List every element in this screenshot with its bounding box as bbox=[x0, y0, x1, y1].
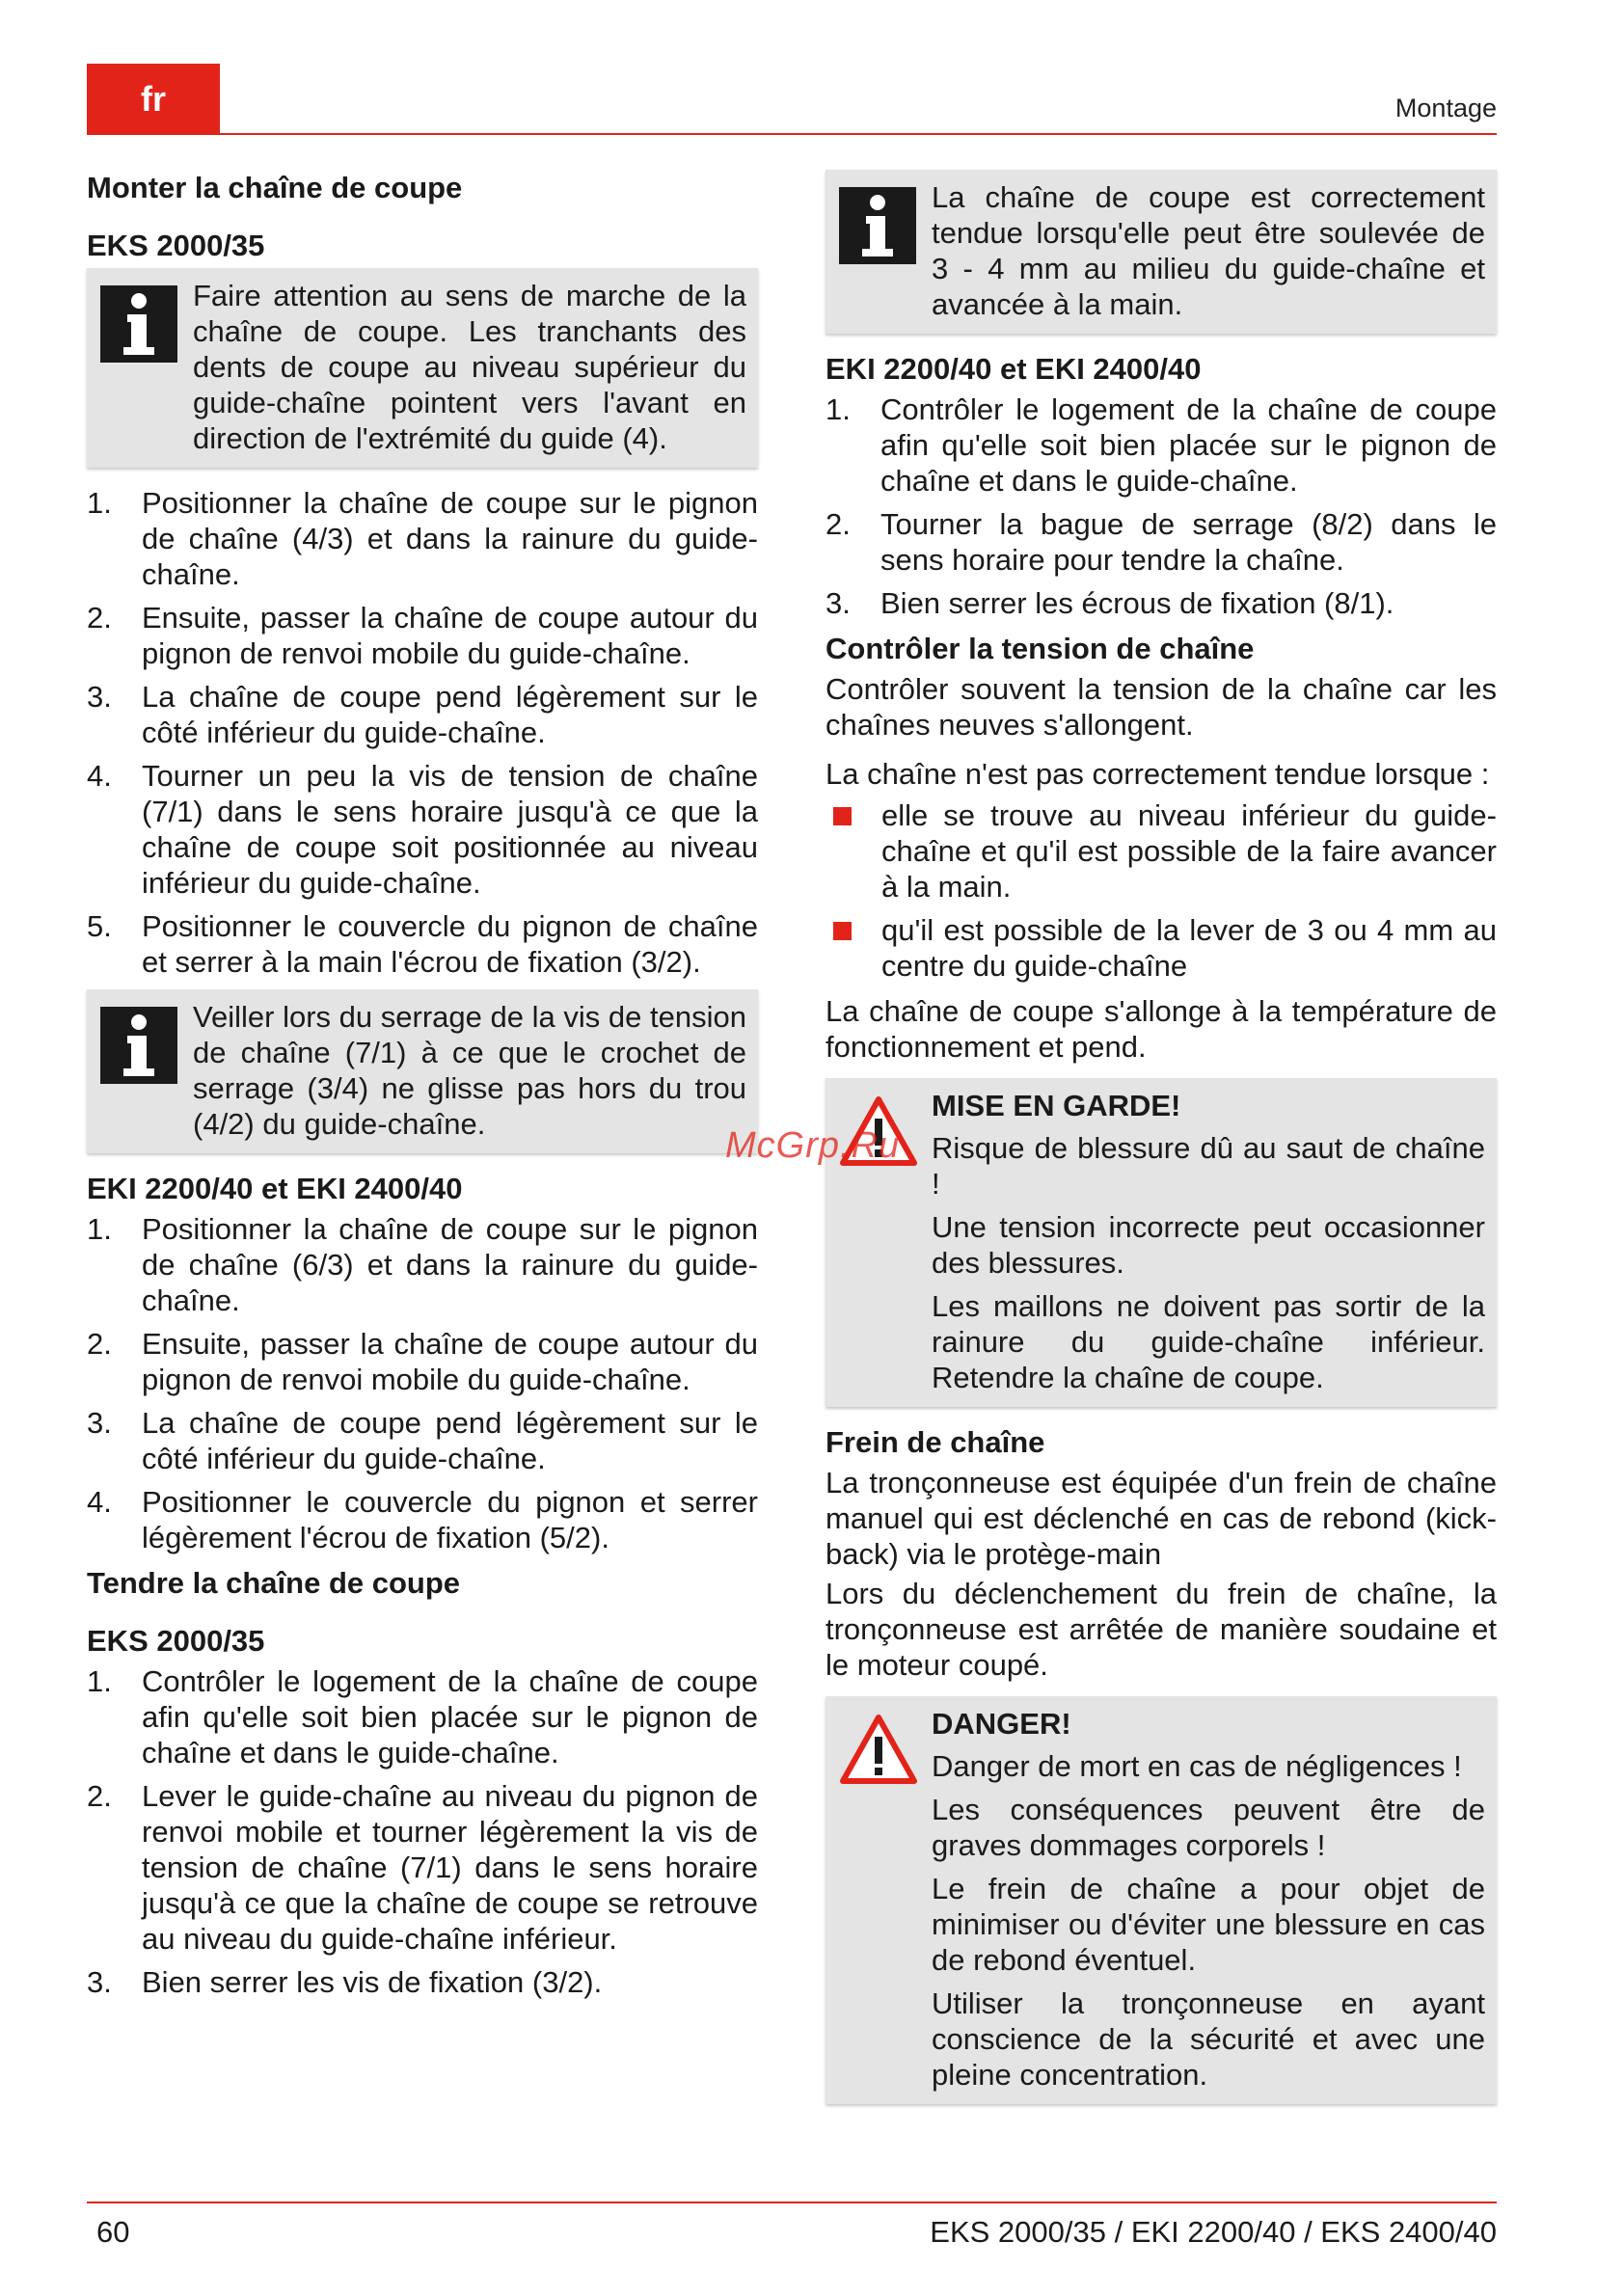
list-item: 3. La chaîne de coupe pend légèrement sur le côté inférieur du guide-chaîne. bbox=[87, 680, 758, 749]
list-item: 4. Tourner un peu la vis de tension de chaîne (7/1) dans le sens horaire jusqu'à ce que la chaîne de coupe soit positionnée au niveau inférieur du guide-chaîne. bbox=[87, 759, 758, 900]
danger-text: Utiliser la tronçonneuse en ayant conscience de la sécurité et avec une pleine concentration. bbox=[932, 1986, 1485, 2092]
danger-text: Le frein de chaîne a pour objet de minimiser ou d'éviter une blessure en cas de rebond éventuel. bbox=[932, 1872, 1485, 1977]
danger-text: Les conséquences peuvent être de graves dommages corporels ! bbox=[932, 1793, 1485, 1862]
heading-mount-chain: Monter la chaîne de coupe bbox=[87, 171, 463, 204]
info-icon bbox=[100, 278, 179, 458]
warning-box bbox=[826, 1078, 1497, 1407]
info-text: Veiller lors du serrage de la vis de tension de chaîne (7/1) à ce que le crochet de serrage (3/4) ne glisse pas hors du trou (4/2) du guide-chaîne. bbox=[193, 1000, 746, 1141]
heading-eks-2000-35: EKS 2000/35 bbox=[87, 1624, 265, 1658]
warning-title: MISE EN GARDE! bbox=[932, 1089, 1181, 1122]
info-box bbox=[87, 268, 758, 468]
footer-rule bbox=[87, 2201, 1497, 2203]
info-icon bbox=[100, 999, 179, 1144]
steps-list bbox=[87, 1211, 758, 1555]
warning-text: Les maillons ne doivent pas sortir de la rainure du guide-chaîne inférieur. Retendre la chaîne de coupe. bbox=[932, 1289, 1485, 1394]
info-icon bbox=[839, 179, 918, 324]
steps-list bbox=[826, 392, 1497, 621]
steps-list bbox=[87, 1663, 758, 2000]
list-item: 5. Positionner le couvercle du pignon de chaîne et serrer à la main l'écrou de fixation (3/2). bbox=[87, 909, 758, 979]
list-item: 1. Contrôler le logement de la chaîne de coupe afin qu'elle soit bien placée sur le pignon de chaîne et dans le guide-chaîne. bbox=[826, 392, 1497, 498]
info-box bbox=[826, 170, 1497, 334]
info-text: Faire attention au sens de marche de la chaîne de coupe. Les tranchants des dents de coupe au niveau supérieur du guide-chaîne pointent vers l'avant en direction de l'extrémité du guide (4). bbox=[193, 279, 746, 455]
heading-eks-2000-35: EKS 2000/35 bbox=[87, 229, 265, 262]
header-rule bbox=[87, 133, 1497, 135]
list-item: 1. Contrôler le logement de la chaîne de coupe afin qu'elle soit bien placée sur le pignon de chaîne et dans le guide-chaîne. bbox=[87, 1664, 758, 1769]
info-text: La chaîne de coupe est correctement tendue lorsqu'elle peut être soulevée de 3 - 4 mm au milieu du guide-chaîne et avancée à la main. bbox=[932, 180, 1485, 321]
heading-eki-models: EKI 2200/40 et EKI 2400/40 bbox=[87, 1172, 463, 1205]
warning-text: Une tension incorrecte peut occasionner des blessures. bbox=[932, 1210, 1485, 1280]
watermark: McGrp.Ru bbox=[725, 1125, 901, 1166]
left-column bbox=[87, 170, 758, 2010]
list-item: 2. Ensuite, passer la chaîne de coupe autour du pignon de renvoi mobile du guide-chaîne. bbox=[87, 601, 758, 670]
danger-box bbox=[826, 1696, 1497, 2104]
list-item: 1. Positionner la chaîne de coupe sur le pignon de chaîne (6/3) et dans la rainure du guide-chaîne. bbox=[87, 1212, 758, 1317]
paragraph: Lors du déclenchement du frein de chaîne, la tronçonneuse est arrêtée de manière soudaine et le moteur coupé. bbox=[826, 1577, 1497, 1682]
bullet-square-icon bbox=[826, 797, 881, 905]
section-label: Montage bbox=[1394, 94, 1497, 122]
list-item: 3. Bien serrer les écrous de fixation (8/1). bbox=[826, 586, 1394, 620]
heading-check-tension: Contrôler la tension de chaîne bbox=[826, 632, 1255, 665]
paragraph: La tronçonneuse est équipée d'un frein de chaîne manuel qui est déclenché en cas de rebond (kick-back) via le protège-main bbox=[826, 1466, 1497, 1571]
paragraph: La chaîne n'est pas correctement tendue lorsque : bbox=[826, 757, 1490, 791]
paragraph: La chaîne de coupe s'allonge à la température de fonctionnement et pend. bbox=[826, 994, 1497, 1064]
heading-tension-chain: Tendre la chaîne de coupe bbox=[87, 1566, 461, 1600]
danger-triangle-icon bbox=[839, 1706, 918, 2094]
language-tab: fr bbox=[87, 64, 220, 134]
list-item: 2. Tourner la bague de serrage (8/2) dans le sens horaire pour tendre la chaîne. bbox=[826, 507, 1497, 577]
heading-eki-models: EKI 2200/40 et EKI 2400/40 bbox=[826, 352, 1202, 386]
list-item: qu'il est possible de la lever de 3 ou 4 mm au centre du guide-chaîne bbox=[826, 912, 1497, 984]
right-column bbox=[826, 170, 1497, 2121]
danger-text: Danger de mort en cas de négligences ! bbox=[932, 1749, 1462, 1783]
list-item: 3. La chaîne de coupe pend légèrement sur le côté inférieur du guide-chaîne. bbox=[87, 1406, 758, 1475]
list-item: 1. Positionner la chaîne de coupe sur le pignon de chaîne (4/3) et dans la rainure du guide-chaîne. bbox=[87, 486, 758, 591]
list-item: 2. Ensuite, passer la chaîne de coupe autour du pignon de renvoi mobile du guide-chaîne. bbox=[87, 1327, 758, 1396]
paragraph: Contrôler souvent la tension de la chaîne car les chaînes neuves s'allongent. bbox=[826, 672, 1497, 742]
steps-list bbox=[87, 485, 758, 980]
bullet-list bbox=[826, 797, 1497, 984]
footer-title: EKS 2000/35 / EKI 2200/40 / EKS 2400/40 bbox=[930, 2215, 1497, 2249]
page-number: 60 bbox=[96, 2215, 130, 2249]
list-item: 4. Positionner le couvercle du pignon et serrer légèrement l'écrou de fixation (5/2). bbox=[87, 1485, 758, 1554]
bullet-square-icon bbox=[826, 912, 881, 984]
list-item: 3. Bien serrer les vis de fixation (3/2). bbox=[87, 1965, 603, 1999]
danger-title: DANGER! bbox=[932, 1707, 1071, 1741]
info-box bbox=[87, 989, 758, 1153]
heading-chain-brake: Frein de chaîne bbox=[826, 1425, 1045, 1459]
warning-text: Risque de blessure dû au saut de chaîne ! bbox=[932, 1131, 1485, 1201]
list-item: 2. Lever le guide-chaîne au niveau du pignon de renvoi mobile et tourner légèrement la vis de tension de chaîne (7/1) dans le sens horaire jusqu'à ce que la chaîne de coupe se retrouve au niveau du guide-chaîne inférieur. bbox=[87, 1779, 758, 1956]
list-item: elle se trouve au niveau inférieur du guide-chaîne et qu'il est possible de la faire avancer à la main. bbox=[826, 797, 1497, 905]
